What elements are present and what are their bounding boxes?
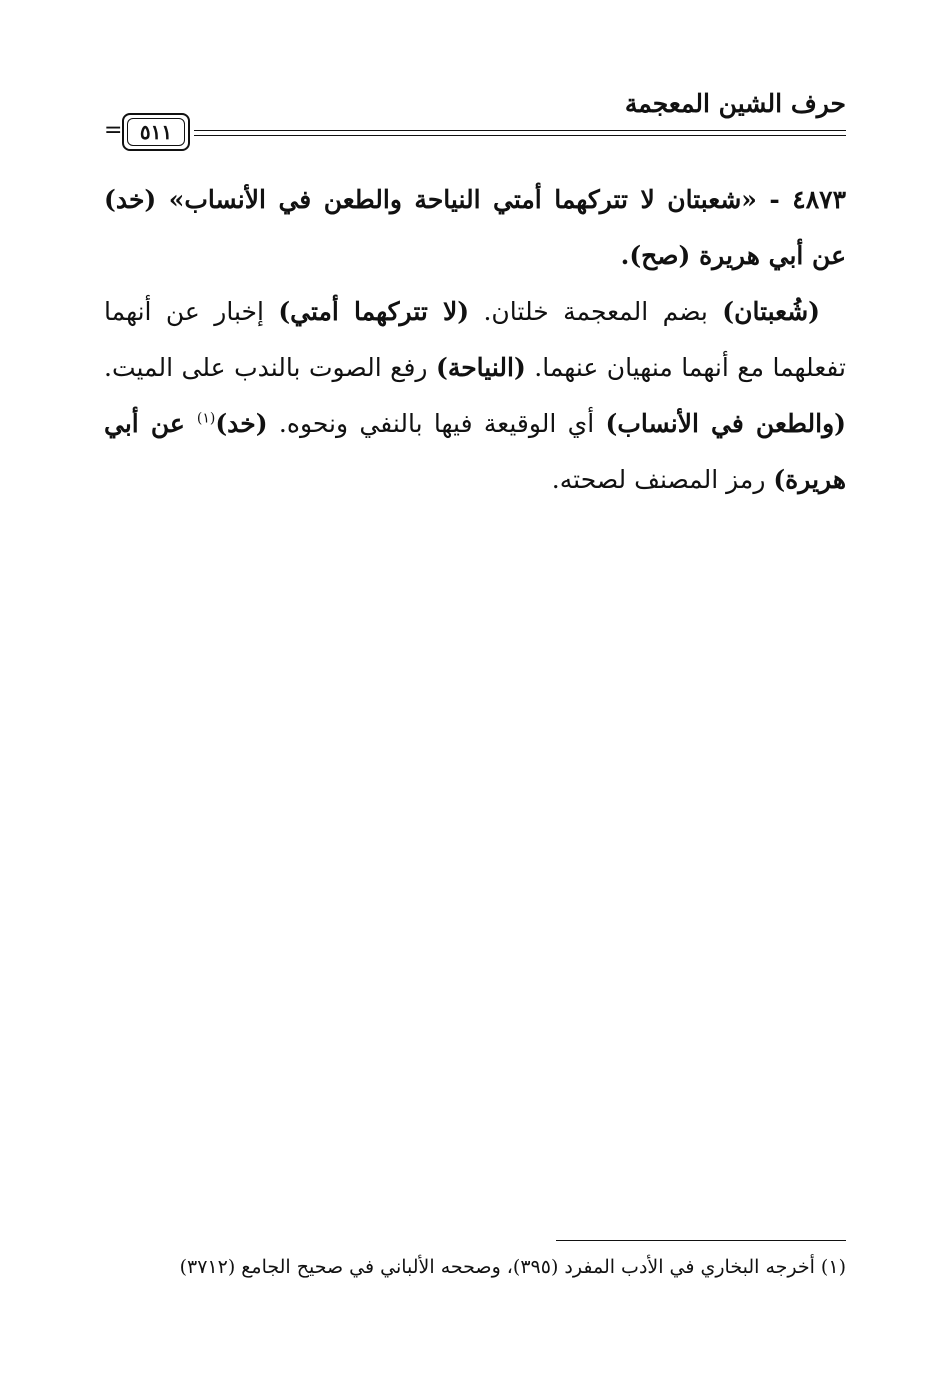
commentary-term-1: (شُعبتان) — [722, 297, 820, 326]
commentary-term-3: (النياحة) — [436, 353, 526, 382]
commentary-term-2: (لا تتركهما أمتي) — [278, 297, 470, 326]
commentary-term-5: (خد) — [215, 409, 268, 438]
page-box-mark: = — [104, 118, 123, 143]
footnote-text: (١) أخرجه البخاري في الأدب المفرد (٣٩٥)، وصححه الألباني في صحيح الجامع (٣٧١٢) — [179, 1256, 846, 1278]
page-number: ٥١١ — [139, 120, 173, 144]
commentary-term-4: (والطعن في الأنساب) — [605, 409, 846, 438]
main-text — [104, 172, 846, 508]
commentary-text-6: رمز المصنف لصحته. — [551, 465, 774, 494]
commentary-text-1: بضم المعجمة خلتان. — [469, 297, 723, 326]
footnote-separator — [556, 1240, 846, 1241]
hadith-number: ٤٨٧٣ - — [756, 185, 846, 214]
hadith-source: (خد) عن أبي هريرة (صح). — [104, 185, 846, 270]
commentary-paragraph — [104, 284, 846, 508]
commentary-text-3: رفع الصوت بالندب على الميت. — [104, 353, 436, 382]
header-double-rule — [194, 130, 846, 136]
hadith-text: «شعبتان لا تتركهما أمتي النياحة والطعن في الأنساب» — [168, 185, 757, 214]
running-header-title: حرف الشين المعجمة — [624, 89, 846, 118]
footnote-marker[interactable]: (١) — [196, 410, 216, 427]
commentary-text-2: إخبار عن أنهما تفعلهما مع أنهما منهيان عنهما. — [104, 297, 846, 382]
page-number-box — [122, 113, 190, 151]
commentary-term-6: عن أبي هريرة) — [104, 409, 846, 494]
commentary-text-4: أي الوقيعة فيها بالنفي ونحوه. — [267, 409, 606, 438]
hadith-paragraph — [104, 172, 846, 284]
